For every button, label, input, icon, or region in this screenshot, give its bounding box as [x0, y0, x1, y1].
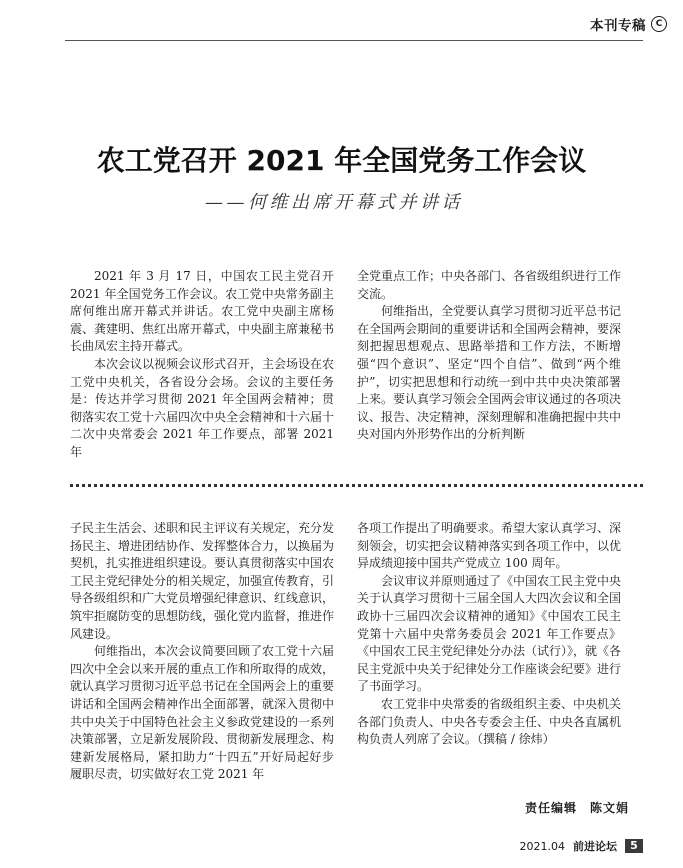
paragraph: 本次会议以视频会议形式召开，主会场设在农工党中央机关，各省设分会场。会议的主要任务是：传达并学习贯彻 2021 年全国两会精神；贯彻落实农工党十六届四次中央全会精神和十六届十二次中央常委会 2021 年工作要点，部署 2021 年 — [70, 356, 335, 459]
column-bottom-left — [70, 520, 334, 784]
article-subtitle: ——何维出席开幕式并讲话 — [205, 192, 463, 213]
paragraph: 何维指出，本次会议简要回顾了农工党十六届四次中全会以来开展的重点工作和所取得的成效，就认真学习贯彻习近平总书记在全国两会上的重要讲话和全国两会精神作出全面部署，就深入贯彻中共中央关于中国特色社会主义参政党建设的一系列决策部署，立足新发展阶段、贯彻新发展理念、构建新发展格局，紧扣助力“十四五”开好局起好步履职尽责，切实做好农工党 2021 年 — [70, 644, 335, 782]
paragraph: 2021 年 3 月 17 日，中国农工民主党召开 2021 年全国党务工作会议。农工党中央常务副主席何维出席开幕式并讲话。农工党中央副主席杨震、龚建明、焦红出席开幕式，中央副主席兼秘书长曲凤宏主持开幕式。 — [70, 269, 335, 354]
paragraph: 各项工作提出了明确要求。希望大家认真学习、深刻领会，切实把会议精神落实到各项工作中，以优异成绩迎接中国共产党成立 100 周年。 — [357, 521, 622, 571]
column-top-left — [70, 268, 334, 462]
paragraph: 农工党非中央常委的省级组织主委、中央机关各部门负责人、中央各专委会主任、中央各直属机构负责人列席了会议。（撰稿 / 徐炜） — [357, 696, 622, 747]
page-number: 5 — [625, 839, 643, 853]
paragraph: 全党重点工作；中央各部门、各省级组织进行工作交流。 — [357, 269, 622, 301]
section-label: 本刊专稿 — [590, 18, 646, 34]
issue-number: 2021.04 — [519, 839, 565, 853]
c-circle-icon: C — [651, 16, 667, 32]
paragraph: 会议审议并原则通过了《中国农工民主党中央关于认真学习贯彻十三届全国人大四次会议和全国政协十三届四次会议精神的通知》《中国农工民主党第十六届中央常务委员会 2021 年工作要点》《中国农工民主党纪律处分办法（试行）》，就《各民主党派中央关于纪律处分工作座谈会纪要》进行了书面学习。 — [357, 573, 622, 694]
section-header — [590, 14, 667, 34]
header-rule — [65, 40, 643, 41]
column-bottom-right — [357, 520, 621, 749]
journal-name: 前进论坛 — [573, 840, 617, 853]
dotted-separator — [70, 484, 643, 487]
column-top-right — [357, 268, 621, 444]
responsible-editor: 责任编辑 陈文娟 — [524, 801, 629, 815]
page-footer — [520, 838, 644, 854]
paragraph: 何维指出，全党要认真学习贯彻习近平总书记在全国两会期间的重要讲话和全国两会精神，要深刻把握思想观点、思路举措和工作方法，不断增强“四个意识”、坚定“四个自信”、做到“两个维护”，切实把思想和行动统一到中共中央决策部署上来。要认真学习领会全国两会审议通过的各项决议、报告、决定精神，深刻理解和准确把握中共中央对国内外形势作出的分析判断 — [357, 304, 622, 442]
article-title: 农工党召开 2021 年全国党务工作会议 — [96, 144, 587, 177]
paragraph: 子民主生活会、述职和民主评议有关规定，充分发扬民主、增进团结协作、发挥整体合力，以换届为契机，扎实推进组织建设。要认真贯彻落实中国农工民主党纪律处分的相关规定，加强宣传教育，引导各级组织和广大党员增强纪律意识、红线意识，筑牢拒腐防变的思想防线，强化党内监督，推进作风建设。 — [70, 521, 335, 641]
